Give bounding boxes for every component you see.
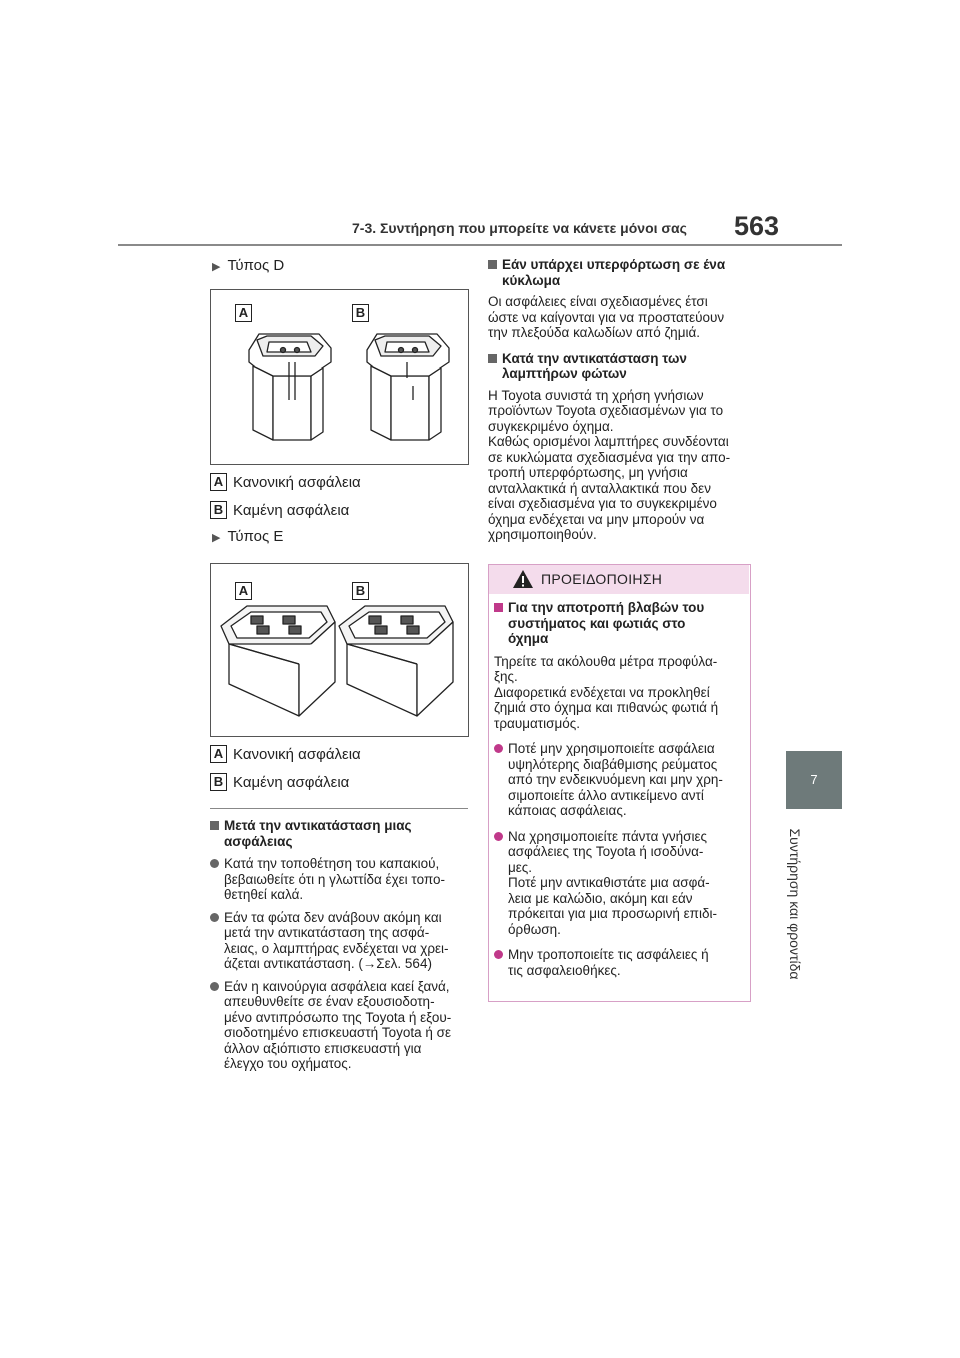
text-line: ζημιά στο όχημα και πιθανώς φωτιά ή [494,700,719,715]
fuse-e-blown [339,606,453,716]
heading-line: κύκλωμα [502,272,561,288]
text-line: υψηλότερης διαβάθμισης ρεύματος [508,756,718,772]
text-line: Εάν τα φώτα δεν ανάβουν ακόμη και [224,909,442,925]
legend-badge-a: A [210,745,227,763]
text-line: Τηρείτε τα ακόλουθα μέτρα προφύλα- [494,653,718,669]
text-line: Ποτέ μην αντικαθιστάτε μια ασφά- [508,875,710,890]
text-line: όρθωση. [508,921,561,937]
text-line: πρόκειται για μια προσωρινή επιδι- [508,906,718,921]
text-line: μετά την αντικατάσταση της ασφά- [224,925,430,940]
text-line: κάποιας ασφάλειας. [508,803,627,818]
text-line: από την ενδεικνυόμενη και μην χρη- [508,772,723,787]
round-bullet-icon [494,744,503,753]
type-d-heading [212,257,284,274]
legend-text: Καμένη ασφάλεια [233,773,350,791]
text-line: Καθώς ορισμένοι λαμπτήρες συνδέονται [488,434,729,449]
chapter-label-text: Συντήρηση και φροντίδα [787,828,803,980]
text-line: ξης. [494,669,518,684]
figure-label-b: B [352,582,369,600]
warning-title: ΠΡΟΕΙΔΟΠΟΙΗΣΗ [541,571,663,587]
text-line: σιοδοτημένο επισκευαστή Toyota ή σε [224,1025,451,1040]
heading-line: ασφάλειας [224,833,293,849]
figure-label-b: B [352,304,369,322]
heading-line: συστήματος και φωτιάς στο [508,615,686,631]
heading-line: Μετά την αντικατάσταση μιας [224,818,412,833]
list-item [210,856,472,903]
legend-badge-b: B [210,501,227,519]
page-number: 563 [734,211,780,241]
text-line: ώστε να καίγονται για να προστατεύουν [488,309,725,325]
round-bullet-icon [494,950,503,959]
legend-text: Κανονική ασφάλεια [233,473,361,491]
legend-badge-b: B [210,773,227,791]
text-line: Οι ασφάλειες είναι σχεδιασμένες έτσι [488,294,708,309]
text-line: Διαφορετικά ενδέχεται να προκληθεί [494,684,710,700]
text-line: Ποτέ μην χρησιμοποιείτε ασφάλεια [508,741,715,756]
text-line: λειας, ο λαμπτήρας ενδέχεται να χρει- [224,940,449,956]
text-line: συγκεκριμένο όχημα. [488,418,614,434]
text-line: Κατά την τοποθέτηση του καπακιού, [224,856,440,871]
text-line: την πλεξούδα καλωδίων από ζημιά. [488,325,701,340]
legend-text: Καμένη ασφάλεια [233,501,350,519]
text-line: Η Toyota συνιστά τη χρήση γνήσιων [488,387,704,403]
legend-badge-a: A [210,473,227,491]
fuse-e-normal [221,606,335,716]
warning-triangle-icon [512,569,534,589]
text-line: είναι σχεδιασμένα για το συγκεκριμένο [488,496,717,511]
square-bullet-icon [494,603,503,612]
round-bullet-icon [210,913,219,922]
square-bullet-icon [488,354,497,363]
heading-line: λαμπτήρων φώτων [502,366,627,381]
text-line: ανταλλακτικά ή ανταλλακτικά που δεν [488,480,711,496]
type-e-figure [210,563,469,737]
text-line: σε κυκλώματα σχεδιασμένα για την απο- [488,449,731,465]
figure-label-a: A [235,582,252,600]
type-e-heading [212,528,283,545]
lamp-body [488,388,756,543]
text-line: Εάν η καινούργια ασφάλεια καεί ξανά, [224,978,450,994]
text-line: Μην τροποποιείτε τις ασφάλειες ή [508,947,709,962]
heading-line: όχημα [508,631,549,646]
text-line: τις ασφαλειοθήκες. [508,962,621,978]
type-e-heading-text: Τύπος E [227,528,284,545]
figure-label-a: A [235,304,252,322]
text-line: τραυματισμός. [494,715,580,731]
legend-blown-d [210,501,349,519]
fuse-d-blown [367,334,449,440]
header-rule [118,244,842,246]
warning-heading [494,600,744,647]
text-line: άλλον αξιόπιστο επισκευαστή για [224,1040,422,1056]
warning-list-item [494,829,744,938]
legend-text: Κανονική ασφάλεια [233,745,361,763]
round-bullet-icon [210,982,219,991]
lamp-heading [488,351,756,382]
legend-normal-d [210,473,361,491]
section-title: 7-3. Συντήρηση που μπορείτε να κάνετε μόνοι σας [352,220,687,236]
square-bullet-icon [488,260,497,269]
text-line: λεια με καλώδιο, ακόμη και εάν [508,890,693,906]
text-line: θετηθεί καλά. [224,887,304,902]
text-line: τροπή υπερφόρτωσης, μη γνήσια [488,465,688,480]
list-item [210,910,472,972]
triangle-bullet-icon: ▶ [212,532,221,544]
round-bullet-icon [494,832,503,841]
chapter-label [770,818,820,990]
heading-line: Για την αποτροπή βλαβών του [508,600,705,615]
after-replace-heading [210,818,472,849]
overload-heading [488,257,756,288]
round-bullet-icon [210,859,219,868]
text-line: σιμοποιείτε άλλο αντικείμενο αντί [508,787,704,803]
legend-normal-e [210,745,361,763]
warning-content [494,600,744,978]
square-bullet-icon [210,821,219,830]
list-item [210,979,472,1072]
text-line: χρησιμοποιηθούν. [488,527,597,542]
triangle-bullet-icon: ▶ [212,261,221,273]
text-line: απευθυνθείτε σε έναν εξουσιοδοτη- [224,994,435,1009]
after-replace-section [210,818,472,1072]
text-line: όχημα ενδέχεται να μην μπορούν να [488,511,705,527]
heading-line: Εάν υπάρχει υπερφόρτωση σε ένα [502,257,726,272]
text-line: βεβαιωθείτε ότι η γλωττίδα έχει τοπο- [224,871,446,887]
text-line: έλεγχο του οχήματος. [224,1056,352,1071]
text-line: μένο αντιπρόσωπο της Toyota ή εξου- [224,1009,452,1025]
text-line[interactable]: άζεται αντικατάσταση. (→Σελ. 564) [224,956,432,971]
warning-intro [494,654,744,732]
section-divider [210,808,468,809]
text-line: μες. [508,859,533,875]
fuse-d-normal [249,334,331,440]
text-line: ασφάλειες της Toyota ή ισοδύνα- [508,844,704,859]
chapter-tab: 7 [786,751,842,809]
type-d-heading-text: Τύπος D [227,257,285,274]
legend-blown-e [210,773,349,791]
overload-section [488,257,756,543]
warning-list-item [494,947,744,978]
type-d-figure [210,289,469,465]
heading-line: Κατά την αντικατάσταση των [502,350,687,366]
text-line: προϊόντων Toyota σχεδιασμένων για το [488,403,724,418]
warning-list-item [494,741,744,819]
overload-body [488,294,756,341]
text-line: Να χρησιμοποιείτε πάντα γνήσιες [508,828,707,844]
